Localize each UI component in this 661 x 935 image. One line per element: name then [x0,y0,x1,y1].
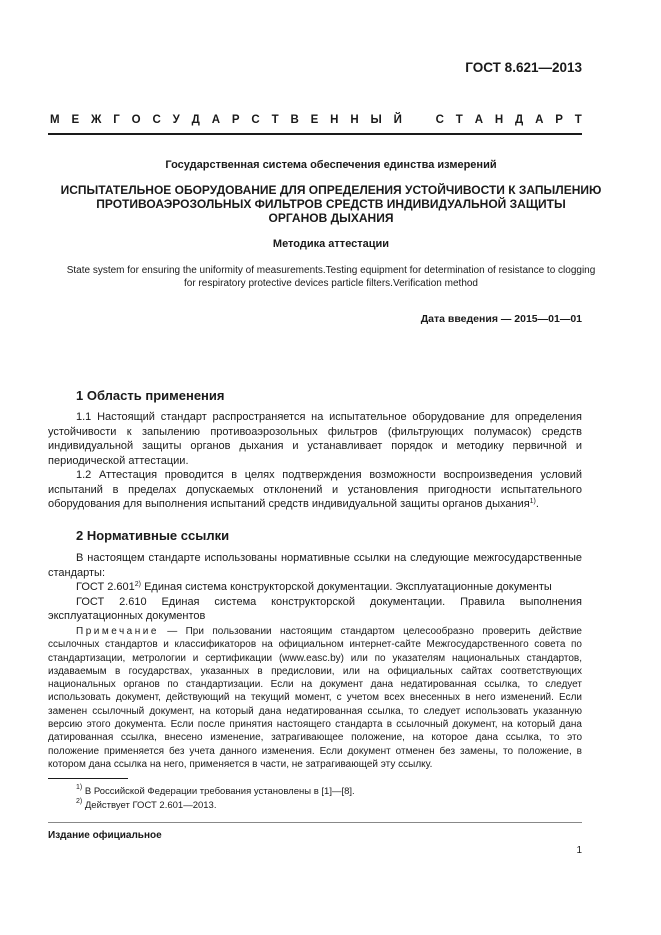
header-rule [48,133,582,135]
banner-letter: Т [455,114,463,126]
footnote-1 [76,786,355,797]
banner-letter: Й [393,114,402,126]
banner-letter: Н [330,114,339,126]
introduction-date: Дата введения — 2015—01—01 [420,313,582,325]
footnote-ref-1: 1) [529,498,536,505]
banner-gap [414,114,424,126]
paragraph-1-2 [48,468,582,512]
english-title-line: for respiratory protective devices particle filters.Verification method [183,278,478,289]
banner-letter: Г [113,114,120,126]
banner-letter: В [290,114,299,126]
banner-letter: О [131,114,141,126]
system-title: Государственная система обеспечения единства измерений [165,159,497,171]
banner-letter: Н [350,114,359,126]
document-title [40,183,622,225]
page-number: 1 [576,845,582,856]
reference-title: Единая система конструкторской документации. Эксплуатационные документы [141,581,552,593]
paragraph-end: . [535,498,539,510]
banner-letter: С [152,114,161,126]
section-1-heading: 1 Область применения [76,388,225,403]
banner-letter: А [211,114,221,126]
title-line: ОРГАНОВ ДЫХАНИЯ [268,211,394,225]
footer-rule [48,822,582,823]
interstate-standard-banner [50,114,582,126]
banner-letter: Д [515,114,524,126]
footnote-text: Действует ГОСТ 2.601—2013. [82,800,217,811]
footnote-ref-2: 2) [134,581,142,588]
banner-letter: Е [310,114,319,126]
method-subtitle: Методика аттестации [272,238,390,250]
title-line: ПРОТИВОАЭРОЗОЛЬНЫХ ФИЛЬТРОВ СРЕДСТВ ИНДИВИДУАЛЬНОЙ ЗАЩИТЫ [96,197,566,211]
banner-letter: С [251,114,260,126]
note-text: — При пользовании настоящим стандартом целесообразно проверить действие ссылочных стандартов и классификаторов на официальном интернет-сайте Межгосударственного совета по стандартизации, метрологии и сертификации (www.easc.by) или по указателям национальных стандартов, издаваемым в государствах, указанных в предисловии, или на официальных сайтах соответствующих национальных органов по стандартизации. Если на документ дана недатированная ссылка, то следует использовать документ, действующий на текущий момент, с учетом всех внесенных в него изменений. Если заменен ссылочный документ, на который дана недатированная ссылка, то следует использовать указанную версию этого документа. Если после принятия настоящего стандарта в ссылочный документ, на который дана датированная ссылка, внесено изменение, затрагивающее положение, на которое дана ссылка, то это положение применяется без учета данного изменения. Если документ отменен без замены, то положение, в котором дана ссылка на него, применяется в части, не затрагивающей эту ссылку. [48,626,582,770]
banner-letter: М [50,114,60,126]
reference-item: ГОСТ 2.610 Единая система конструкторской документации. Правила выполнения эксплуатационных документов [48,595,582,622]
english-title [40,264,622,290]
footnote-mark: 2) [76,798,83,805]
banner-letter: Е [71,114,80,126]
footnote-text: В Российской Федерации требования установлены в [1]—[8]. [82,786,355,797]
title-line: ИСПЫТАТЕЛЬНОЕ ОБОРУДОВАНИЕ ДЛЯ ОПРЕДЕЛЕНИЯ УСТОЙЧИВОСТИ К ЗАПЫЛЕНИЮ [60,183,602,197]
section-2-heading: 2 Нормативные ссылки [76,528,230,543]
paragraph-text: 1.2 Аттестация проводится в целях подтверждения возможности воспроизведения условий испытаний в пределах допускаемых отклонений и установления пригодности испытательного оборудования для выполнения испытаний средств индивидуальной защиты органов дыхания [48,469,582,510]
footnote-2 [76,800,216,811]
banner-letter: А [535,114,544,126]
note-block [48,625,582,771]
banner-letter: Н [494,114,504,126]
document-code: ГОСТ 8.621—2013 [465,60,582,75]
english-title-line: State system for ensuring the uniformity of measurements.Testing equipment for determination of resistance to clogging [66,265,596,276]
banner-letter: Д [191,114,200,126]
reference-item [48,580,582,595]
note-label: Примечание [76,626,159,637]
banner-letter: Р [555,114,563,126]
banner-letter: С [435,114,444,126]
reference-code: ГОСТ 2.601 [76,581,135,593]
section-2-body [48,551,582,624]
paragraph-1-1: 1.1 Настоящий стандарт распространяется на испытательное оборудование для определения устойчивости к запылению противоаэрозольных фильтров (фильтрующих полумасок) средств индивидуальной защиты органов дыхания и устанавливает порядок и методику первичной и периодической аттестации. [48,411,582,467]
footnote-separator [48,778,128,779]
paragraph-2-intro: В настоящем стандарте использованы нормативные ссылки на следующие межгосударственные стандарты: [48,552,582,579]
banner-letter: Т [574,114,582,126]
footnote-mark: 1) [76,784,83,791]
banner-letter: Р [231,114,240,126]
banner-letter: Т [271,114,279,126]
section-1-body [48,410,582,512]
banner-letter: У [172,114,180,126]
banner-letter: Ы [370,114,382,126]
banner-letter: Ж [90,114,102,126]
official-edition-label: Издание официальное [48,830,162,841]
banner-letter: А [474,114,483,126]
